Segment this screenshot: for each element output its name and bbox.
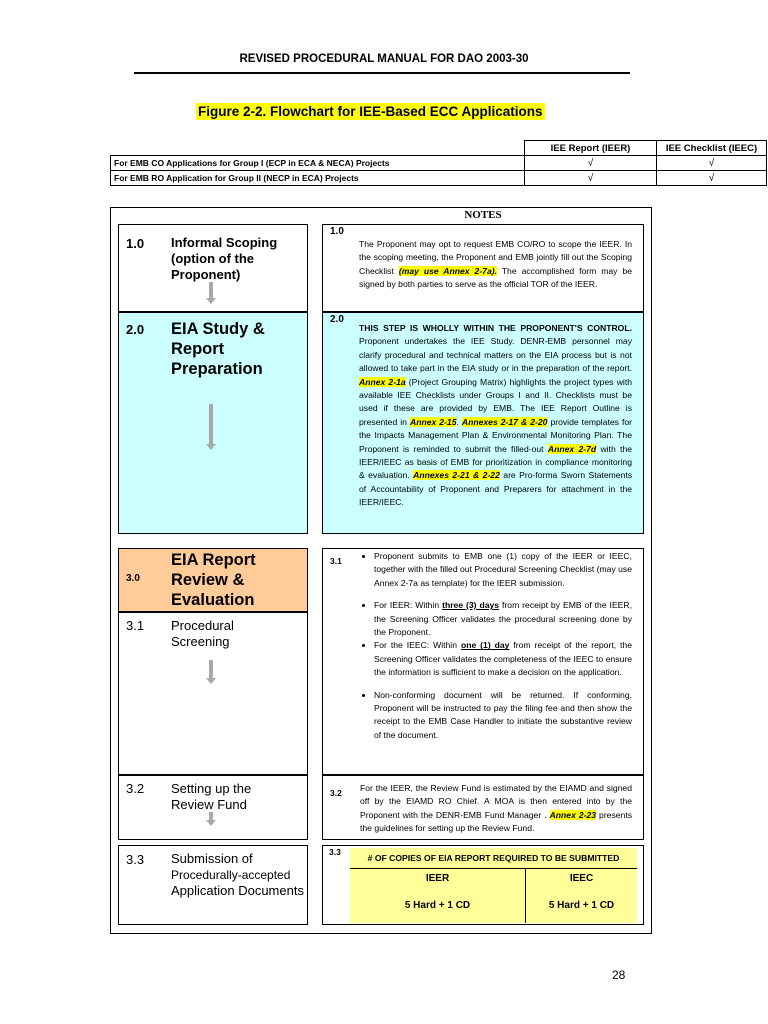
page-number: 28 <box>612 968 626 982</box>
step-3-1-number: 3.1 <box>126 618 145 633</box>
step-2-title: EIA Study & Report Preparation <box>171 320 265 378</box>
project-group-table <box>110 140 767 186</box>
down-arrow-icon <box>209 404 213 444</box>
note-3-2-text: For the IEER, the Review Fund is estimated by the EIAMD and signed off by the EIAMD RO Chief. A MOA is then entered into by the Proponent with the DENR-EMB Fund Manager . Annex 2-23 presents the guidelines for setting up the Review Fund. <box>360 783 633 834</box>
table-row <box>111 156 767 171</box>
down-arrow-icon <box>206 298 216 304</box>
copies-header: # OF COPIES OF EIA REPORT REQUIRED TO BE SUBMITTED <box>350 848 637 869</box>
row-label: For EMB CO Applications for Group I (ECP in ECA & NECA) Projects <box>111 156 525 171</box>
step-3-number: 3.0 <box>126 573 140 584</box>
note-1-number: 1.0 <box>330 226 344 237</box>
step-2-number: 2.0 <box>126 322 145 337</box>
down-arrow-icon <box>206 678 216 684</box>
notes-title: NOTES <box>464 209 502 221</box>
step-3-title: EIA Report Review & Evaluation <box>171 551 256 609</box>
down-arrow-icon <box>209 812 213 820</box>
list-item: • For the IEEC: Within one (1) day from receipt of the report, the Screening Officer validates the completeness of the IEEC to ensure the information is sufficient to make a decision on the application. <box>374 639 632 679</box>
check-mark: √ <box>525 171 657 186</box>
step-1-number: 1.0 <box>126 236 145 251</box>
running-header: REVISED PROCEDURAL MANUAL FOR DAO 2003-30 <box>239 53 529 65</box>
note-3-1-text <box>360 550 632 742</box>
note-1-text: The Proponent may opt to request EMB CO/RO to scope the IEER. In the scoping meeting, the Proponent and EMB jointly fill out the Scoping Checklist (may use Annex 2-7a). The accomplished form may be signed by both parties to serve as the official TOR of the IEER. <box>359 239 632 290</box>
step-3-3-title: Submission of Procedurally-accepted Application Documents <box>171 851 304 898</box>
copies-table <box>350 848 637 923</box>
note-3-3-number: 3.3 <box>329 847 341 857</box>
col-header-ieec: IEE Checklist (IEEC) <box>657 141 767 156</box>
figure-title: Figure 2-2. Flowchart for IEE-Based ECC Applications <box>198 104 543 119</box>
copies-value-ieec: 5 Hard + 1 CD <box>548 900 615 911</box>
header-rule <box>134 72 630 74</box>
check-mark: √ <box>525 156 657 171</box>
note-3-1-number: 3.1 <box>330 556 342 566</box>
row-label: For EMB RO Application for Group II (NECP in ECA) Projects <box>111 171 525 186</box>
step-1-title: Informal Scoping (option of the Proponent) <box>171 235 278 282</box>
note-2-text: THIS STEP IS WHOLLY WITHIN THE PROPONENT'S CONTROL. Proponent undertakes the IEE Study. DENR-EMB personnel may clarify procedural and technical matters on the EIA process but is not allowed to take part in the EIA study or in the preparation of the report. Annex 2-1a (Project Grouping Matrix) highlights the project types with available IEE Checklists under Groups I and II. Checklists must be used if these are provided by EMB. The IEE Report Outline is presented in Annex 2-15. Annexes 2-17 & 2-20 provide templates for the Impacts Management Plan & Environmental Monitoring Plan. The Proponent is reminded to submit the filled-out Annex 2-7d with the IEER/IEEC as basis of EMB for prioritization in compliance monitoring & evaluation. Annexes 2-21 & 2-22 are Pro-forma Sworn Statements of Accountability of Proponent and Preparers for attachment in the IEER/IEEC. <box>359 323 633 508</box>
down-arrow-icon <box>206 444 216 450</box>
note-3-2-number: 3.2 <box>330 788 342 798</box>
step-3-3-number: 3.3 <box>126 852 145 867</box>
check-mark: √ <box>657 171 767 186</box>
down-arrow-icon <box>206 820 216 826</box>
table-row <box>111 171 767 186</box>
col-header-ieer: IEE Report (IEER) <box>525 141 657 156</box>
list-item: • Non-conforming document will be returned. If conforming, Proponent will be instructed to pay the filing fee and then show the receipt to the EMB Case Handler to initiate the substantive review of the document. <box>374 689 632 743</box>
step-3-2-title: Setting up the Review Fund <box>171 781 252 812</box>
check-mark: √ <box>657 156 767 171</box>
note-2-number: 2.0 <box>330 314 344 325</box>
list-item: • For IEER: Within three (3) days from receipt by EMB of the IEER, the Screening Officer validates the procedural screening done by the Proponent. <box>374 599 632 639</box>
down-arrow-icon <box>209 282 213 298</box>
copies-col-ieec: IEEC <box>569 873 594 884</box>
copies-col-ieer: IEER <box>350 869 526 889</box>
step-3-1-title: Procedural Screening <box>171 618 234 649</box>
copies-value-ieer: 5 Hard + 1 CD <box>350 889 526 923</box>
step-3-2-number: 3.2 <box>126 781 145 796</box>
list-item: • Proponent submits to EMB one (1) copy of the IEER or IEEC, together with the filled out Procedural Screening Checklist (may use Annex 2-7a as template) for the IEER submission. <box>374 550 632 590</box>
down-arrow-icon <box>209 660 213 678</box>
